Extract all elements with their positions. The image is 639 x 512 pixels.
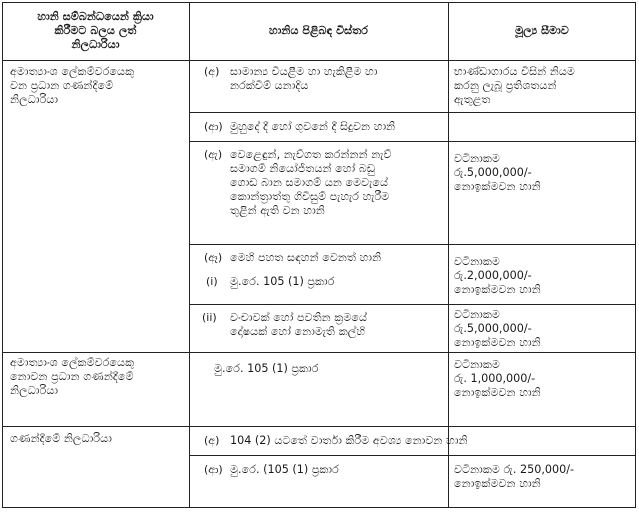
column-divider bbox=[448, 2, 449, 508]
header-authority: හානි සම්බන්ධයෙන් ක්‍රියා කිරීමට බලය ලත් නිලධාරියා bbox=[37, 10, 154, 51]
header-details: හානිය පිළිබඳ විස්තර bbox=[268, 24, 369, 37]
limit-treasury-percentage: භාණ්ඩාගාරය විසින් නියම කරනු ලැබූ ප්‍රතිශතයන් ඇතුළත bbox=[454, 65, 575, 106]
loss-detail-sea-air: මුහුදේ දී හෝ ගුවනේ දී සිදුවන හානි bbox=[230, 120, 396, 133]
row-marker: (ඈ) bbox=[204, 251, 223, 264]
row-divider bbox=[189, 244, 636, 245]
limit-1000000: වටිනාකම රු. 1,000,000/- නොඉක්මවන හානි bbox=[454, 358, 541, 399]
table-border-left bbox=[2, 2, 3, 508]
row-divider bbox=[189, 304, 636, 305]
loss-detail-fr-105-1: මු.රෙ. 105 (1) ප්‍රකාර bbox=[214, 362, 319, 375]
loss-detail-fr-105-1: මු.රෙ. (105 (1) ප්‍රකාර bbox=[230, 463, 339, 476]
loss-detail-fraud-system-defect: වංචාවක් හෝ පවතින ක්‍රමයේ දෝෂයක් හෝ නොමැති කල්හි bbox=[230, 311, 368, 338]
section-divider bbox=[2, 352, 636, 353]
section-divider bbox=[2, 426, 636, 427]
column-divider bbox=[189, 2, 190, 508]
officer-chief-accounting-non-secretary: අමාත්‍යාංශ ලේකම්වරයෙකු නොවන ප්‍රධාන ගණන්දීමේ නිලධාරියා bbox=[10, 356, 135, 397]
loss-detail-other: මෙහි පහත සඳහන් වෙනත් හානි bbox=[230, 251, 382, 264]
row-marker: (ආ) bbox=[204, 463, 223, 476]
limit-2000000: වටිනාකම රු.2,000,000/- නොඉක්මවන හානි bbox=[454, 255, 541, 296]
row-marker: (ඇ) bbox=[204, 148, 223, 161]
limit-5000000: වටිනාකම රු.5,000,000/- නොඉක්මවන හානි bbox=[454, 308, 541, 349]
loss-detail-normal-wastage: සාමාන්‍ය වියළීම හා හැකිළීම හා නරක්වීම් යනාදිය bbox=[230, 65, 378, 92]
row-marker: (අ) bbox=[204, 65, 220, 78]
header-divider bbox=[2, 60, 636, 61]
loss-detail-not-reportable: 104 (2) යටතේ වාර්තා කිරීම අවශ්‍ය නොවන හානි bbox=[230, 434, 468, 447]
row-marker: (ආ) bbox=[204, 120, 223, 133]
table-border-right bbox=[635, 2, 636, 508]
row-divider bbox=[189, 455, 636, 456]
loss-detail-fr-105-1: මු.රෙ. 105 (1) ප්‍රකාර bbox=[230, 275, 335, 288]
table-border-bottom bbox=[2, 507, 636, 508]
row-divider bbox=[189, 141, 636, 142]
limit-5000000: වටිනාකම රු.5,000,000/- නොඉක්මවන හානි bbox=[454, 152, 541, 193]
limit-250000: වටිනාකම රු. 250,000/- නොඉක්මවන හානි bbox=[454, 463, 575, 490]
table-border-top bbox=[2, 2, 636, 3]
loss-detail-contract-breach: වෙළෙඳුන්, නැව්ගත කරන්නන් නැව් සමාගම් නියෝජිතයන් හෝ බඩු ගොඩ බාන සමාගම් යන මෙවැයේ කොන්ත්‍රාත්තු ගිවිසුම් පැහැර හැරීම තුළින් ඇති වන හානි bbox=[230, 148, 392, 217]
row-marker: (අ) bbox=[204, 434, 220, 447]
row-marker: (ii) bbox=[202, 311, 217, 324]
header-limit: මූල්‍ය සීමාව bbox=[515, 24, 569, 37]
row-divider bbox=[189, 112, 636, 113]
row-marker: (i) bbox=[206, 275, 218, 288]
officer-accounting: ගණන්දීමේ නිලධාරියා bbox=[10, 432, 112, 445]
loss-authority-table bbox=[2, 2, 636, 508]
officer-chief-accounting-secretary: අමාත්‍යාංශ ලේකම්වරයෙකු වන ප්‍රධාන ගණන්දීමේ නිලධාරියා bbox=[10, 65, 135, 106]
